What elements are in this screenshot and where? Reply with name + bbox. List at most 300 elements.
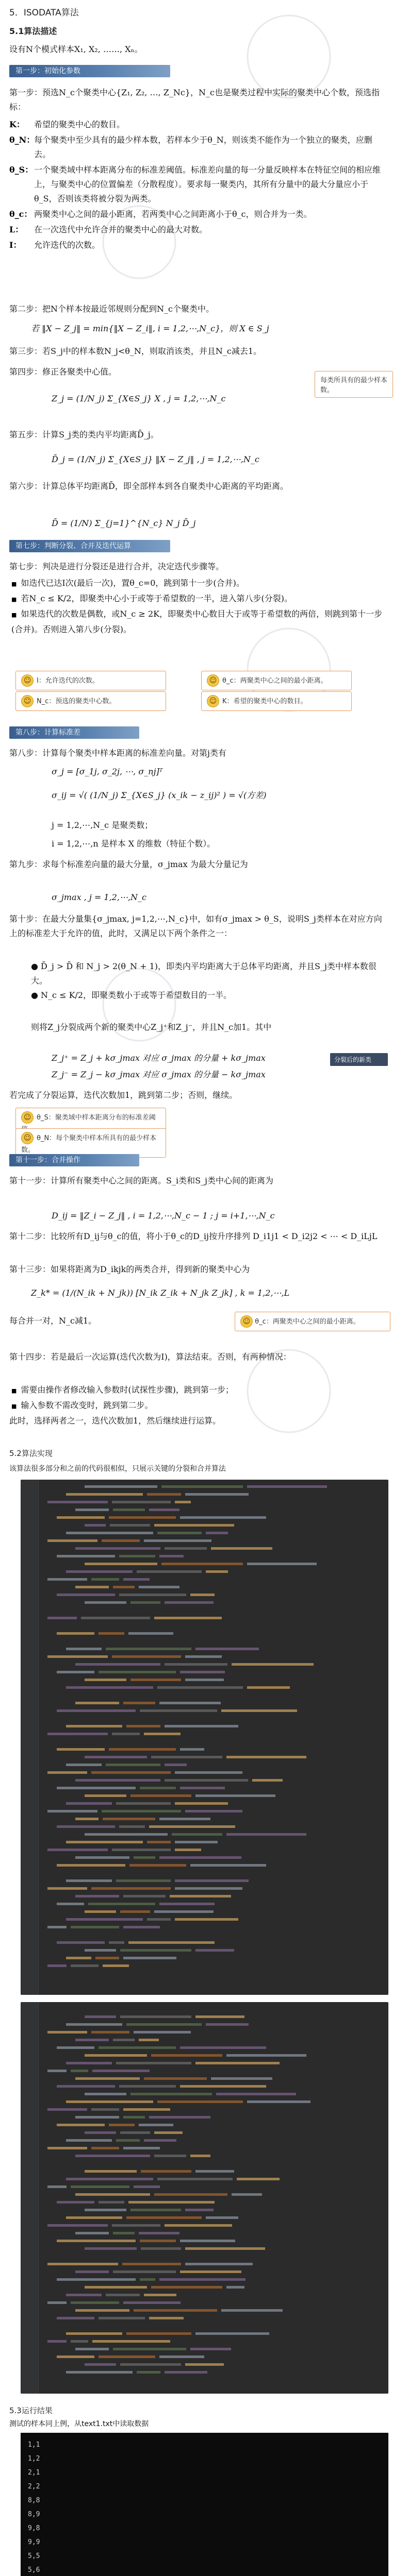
code-token (85, 1601, 126, 1604)
code-gutter (21, 2002, 39, 2394)
code-token (75, 1818, 99, 1820)
code-token (180, 2085, 266, 2088)
code-token (226, 2054, 306, 2057)
code-token (75, 2077, 140, 2080)
code-token (175, 1501, 191, 1503)
code-token (66, 2139, 112, 2142)
condition-item: ● N_c ≤ K/2，即聚类数小于或等于希望数目的一半。 (31, 990, 232, 1000)
code-line (42, 1970, 384, 1977)
code-token (85, 1756, 147, 1758)
code-token (91, 1887, 171, 1890)
param-item (9, 133, 381, 162)
code-token (126, 2332, 191, 2335)
code-line (42, 1761, 384, 1769)
bullet-item: ■ 若N_c ≤ K/2，即聚类中心小于或等于希望数的一半，进入第八步(分裂)。 (9, 591, 386, 607)
code-token (57, 2201, 94, 2204)
code-line (42, 1815, 384, 1823)
code-token (185, 1679, 224, 1681)
smiley-icon: ☺ (21, 695, 34, 707)
code-line (42, 1916, 384, 1923)
code-token (130, 1794, 191, 1797)
code-line (42, 2028, 384, 2036)
step8-idx1: j = 1,2,⋯,N_c 是聚类数； (52, 820, 153, 830)
code-line (42, 2144, 384, 2152)
param-symbol: θ_N： (9, 135, 35, 145)
code-token (216, 2093, 296, 2095)
code-token (157, 1532, 202, 1534)
code-line (42, 1954, 384, 1962)
code-token (154, 2131, 183, 2134)
param-symbol: θ_c： (9, 209, 32, 219)
code-line (42, 1514, 384, 1521)
step9-text: 第九步：求每个标准差向量的最大分量，σ_jmax 为最大分量记为 (9, 859, 248, 869)
code-token (195, 2332, 269, 2335)
code-token (221, 2309, 283, 2312)
code-token (140, 2240, 176, 2242)
code-line (42, 1784, 384, 1792)
code-line (42, 2175, 384, 2183)
code-token (120, 2015, 191, 2018)
code-line (42, 1877, 384, 1885)
code-token (170, 1895, 231, 1897)
code-token (66, 1764, 102, 1766)
code-token (149, 1509, 179, 1511)
code-token (109, 1748, 176, 1751)
code-line (42, 1490, 384, 1498)
code-line (42, 2222, 384, 2229)
code-token (47, 2185, 67, 2188)
code-line (42, 2167, 384, 2175)
code-line (42, 2345, 384, 2353)
section-5-3-desc: 测试的样本同上例，从text1.txt中读取数据 (9, 2420, 149, 2428)
code-line (42, 2005, 384, 2013)
code-token (140, 1709, 217, 1712)
code-token (195, 1794, 275, 1797)
code-token (116, 2139, 140, 2142)
input-line: 5,6 (28, 2566, 40, 2574)
code-token (116, 1879, 171, 1882)
code-token (123, 1895, 166, 1897)
step8-formula2: σ_ij = √( (1/N_j) Σ_{X∈S_j} (x_ik − z_ij)² ) = √(方差) (52, 790, 267, 800)
code-token (47, 1617, 77, 1619)
code-token (99, 1671, 176, 1673)
code-token (195, 2170, 234, 2173)
code-line (42, 2229, 384, 2237)
code-token (190, 1864, 266, 1867)
code-token (211, 2077, 272, 2080)
code-token (247, 1686, 290, 1689)
code-token (137, 2371, 160, 2374)
param-desc: 允许迭代的次数。 (34, 240, 101, 250)
code-token (66, 2100, 153, 2103)
condition-item: ● D̄_j > D̄ 和 N_j > 2(θ_N + 1)，即类内平均距离大于总体平均距离，并且S_j类中样本数很大。 (31, 961, 377, 986)
code-line (42, 2268, 384, 2276)
code-line (42, 2214, 384, 2222)
code-token (206, 2023, 249, 2026)
code-token (85, 2247, 137, 2250)
code-token (85, 2209, 126, 2211)
code-token (66, 1686, 153, 1689)
code-line (42, 2361, 384, 2368)
step12-text: 第十二步：比较所有D_ij与θ_c的值，将小于θ_c的D_ij按升序排列 D_i1j1 < D_i2j2 < ⋯ < D_iLjL (9, 1231, 378, 1241)
code-token (75, 2309, 129, 2312)
code-token (128, 1632, 173, 1635)
code-token (165, 1601, 214, 1604)
code-line (42, 2245, 384, 2252)
bullet-item: ■ 需要由操作者修改输入参数时(试探性步骤)，跳到第一步； (9, 1383, 386, 1398)
code-token (147, 1493, 181, 1496)
code-token (206, 2216, 238, 2219)
code-token (66, 2332, 122, 2335)
callout-text: θ_S：聚类域中样本距离分布的标准差阈 (37, 1114, 156, 1122)
code-token (109, 1516, 176, 1519)
code-token (128, 1941, 215, 1944)
code-token (116, 2062, 191, 2064)
code-token (57, 1903, 84, 1905)
code-token (159, 1555, 184, 1557)
code-token (147, 1918, 171, 1921)
input-line: 1,2 (28, 2455, 40, 2463)
code-token (165, 1779, 248, 1782)
code-lines-split (42, 1483, 384, 1977)
code-token (71, 2340, 88, 2343)
code-token (120, 2363, 181, 2366)
code-token (129, 1864, 186, 1867)
code-token (75, 2348, 109, 2350)
callout-text: N_c：预选的聚类中心数。 (37, 698, 116, 705)
param-list (9, 117, 381, 253)
code-token (66, 2178, 153, 2180)
code-line (42, 1769, 384, 1776)
code-token (180, 2270, 241, 2273)
code-token (140, 2278, 155, 2281)
code-token (99, 2355, 155, 2358)
code-token (113, 2270, 176, 2273)
code-token (88, 1903, 155, 1905)
step14-bullets (9, 1383, 386, 1414)
code-token (85, 2363, 116, 2366)
param-desc: 一个聚类域中样本距离分布的标准差阈值。标准差向量的每一分量反映样本在特征空间的相应维上，与聚类中心的位置偏差（分散程度）。要求每一聚类内，其所有分量中的最大分量应小于θ_S，否则该类将被分裂为两类。 (34, 165, 381, 204)
code-token (161, 1563, 243, 1565)
step13-end: 每合并一对，N_c减1。 (9, 1316, 97, 1326)
code-token (66, 1918, 143, 1921)
code-token (91, 2031, 129, 2033)
code-token (57, 2317, 94, 2319)
code-token (71, 1964, 99, 1967)
code-line (42, 2299, 384, 2307)
step8-text: 第八步：计算每个聚类中样本距离的标准差向量。对第j类有 (9, 748, 226, 758)
code-token (126, 2023, 202, 2026)
step14-end: 此时，选择两者之一，迭代次数加1，然后继续进行运算。 (9, 1416, 221, 1426)
code-token (75, 1509, 109, 1511)
code-token (151, 2054, 222, 2057)
code-token (92, 2340, 170, 2343)
code-token (116, 1802, 171, 1805)
code-token (66, 2062, 112, 2064)
callout-note (15, 691, 166, 711)
code-token (57, 1787, 136, 1789)
step11-text: 第十一步：计算所有聚类中心之间的距离。S_i类和S_j类中心间的距离为 (9, 1176, 274, 1185)
code-line (42, 2044, 384, 2052)
code-token (232, 1663, 314, 1666)
code-token (123, 2116, 145, 2119)
code-token (47, 1578, 87, 1581)
code-token (57, 2124, 105, 2126)
code-gutter (21, 1480, 39, 1995)
code-token (123, 1926, 160, 1928)
code-line (42, 2160, 384, 2167)
code-token (57, 1555, 115, 1557)
code-token (123, 1578, 150, 1581)
code-token (237, 2178, 280, 2180)
code-token (47, 1926, 67, 1928)
bar-step11: 第十一步：合并操作 (9, 1154, 139, 1166)
code-line (42, 2291, 384, 2299)
code-token (103, 1818, 155, 1820)
callouts-mid (15, 671, 387, 714)
code-line (42, 2152, 384, 2160)
code-token (130, 2209, 181, 2211)
code-token (91, 1578, 119, 1581)
smiley-icon: ☺ (240, 1315, 253, 1328)
code-token (57, 1709, 136, 1712)
code-token (157, 1686, 243, 1689)
step1-text: 第一步：预选N_c个聚类中心{Z₁, Z₂, …, Z_Nc}，N_c也是聚类过程中实际的聚类中心个数，预选指标： (9, 88, 380, 112)
callout-step13 (235, 1312, 390, 1331)
code-line (42, 2082, 384, 2090)
step4-formula: Z_j = (1/N_j) Σ_{X∈S_j} X , j = 1,2,⋯,N_c (52, 394, 226, 403)
code-token (151, 2286, 222, 2289)
code-token (161, 1485, 243, 1488)
code-line (42, 1560, 384, 1568)
code-token (149, 2116, 210, 2119)
code-token (57, 1671, 94, 1673)
code-token (185, 2209, 214, 2211)
code-line (42, 1545, 384, 1552)
code-token (66, 1802, 112, 1805)
code-line (42, 1506, 384, 1514)
code-line (42, 2237, 384, 2245)
code-line (42, 2036, 384, 2044)
code-token (226, 1833, 306, 1836)
code-token (99, 1632, 124, 1635)
code-token (102, 1810, 181, 1812)
code-line (42, 2090, 384, 2098)
code-token (175, 1879, 249, 1882)
callout-note (15, 1128, 166, 1158)
code-token (175, 1802, 228, 1805)
code-token (154, 2155, 186, 2157)
code-token (106, 1648, 191, 1650)
code-line (42, 2067, 384, 2075)
code-token (66, 1879, 112, 1882)
code-line (42, 1691, 384, 1699)
param-item (9, 207, 381, 222)
code-line (42, 1606, 384, 1614)
code-token (75, 1663, 160, 1666)
step7-text: 第七步：判决是进行分裂还是进行合并，决定迭代步骤等。 (9, 562, 224, 571)
code-token (47, 2147, 87, 2149)
smiley-icon: ☺ (207, 674, 219, 687)
code-token (85, 2054, 147, 2057)
step10-formula2: Z_j⁻ = Z_j − kσ_jmax 对应 σ_jmax 的分量 − kσ_jmax (52, 1070, 266, 1079)
code-line (42, 1823, 384, 1831)
code-token (47, 1655, 108, 1658)
param-item (9, 117, 381, 132)
input-line: 5,5 (28, 2552, 40, 2560)
param-symbol: I： (9, 240, 22, 250)
code-line (42, 1630, 384, 1637)
code-token (139, 1586, 179, 1588)
code-token (147, 1841, 171, 1843)
code-line (42, 2260, 384, 2268)
code-token (47, 2070, 67, 2072)
callout-note (201, 691, 352, 711)
code-token (71, 1926, 119, 1928)
code-token (149, 2317, 184, 2319)
code-token (159, 1856, 241, 1859)
code-line (42, 2129, 384, 2137)
code-token (110, 1524, 150, 1527)
bullet-item: ■ 如迭代已达I次(最后一次)，置θ_c=0，跳到第十一步(合并)。 (9, 576, 386, 591)
code-line (42, 1908, 384, 1916)
code-token (91, 2108, 119, 2111)
code-line (42, 1575, 384, 1583)
code-line (42, 1869, 384, 1877)
step2-rule: 若 ‖X − Z_j‖ = min{‖X − Z_i‖, i = 1,2,⋯,N_c}，则 X ∈ S_j (31, 324, 269, 333)
code-block-merge (21, 2002, 388, 2394)
code-token (154, 1524, 234, 1527)
code-token (57, 2046, 94, 2049)
code-token (180, 2046, 266, 2049)
bullet-item: ■ 输入参数不需改变时，跳到第二步。 (9, 1398, 386, 1414)
section-5-3-title: 5.3运行结果 (9, 2406, 53, 2415)
code-line (42, 1962, 384, 1970)
code-token (211, 1547, 272, 1550)
code-token (247, 1563, 317, 1565)
code-token (180, 1671, 225, 1673)
code-line (42, 2330, 384, 2337)
code-token (144, 2294, 176, 2296)
code-token (130, 1601, 160, 1604)
code-line (42, 1568, 384, 1575)
code-token (119, 1594, 186, 1596)
code-token (154, 2193, 227, 2196)
code-token (57, 1516, 105, 1519)
callout-text: I：允许迭代的次数。 (37, 677, 99, 685)
code-token (123, 2108, 170, 2111)
code-token (144, 1539, 211, 1542)
code-line (42, 1668, 384, 1676)
input-line: 1,1 (28, 2441, 40, 2449)
code-token (180, 1516, 266, 1519)
code-line (42, 1807, 384, 1815)
callout-step4: 每类所具有的最少样本数。 (315, 371, 393, 398)
code-token (57, 1748, 105, 1751)
callout-step13-text: θ_c：两聚类中心之间的最小距离。 (255, 1318, 360, 1326)
code-token (47, 2108, 87, 2111)
code-token (47, 1501, 108, 1503)
step10-conditions (31, 959, 387, 1003)
code-line (42, 1745, 384, 1753)
code-token (99, 2201, 124, 2204)
code-token (185, 1493, 249, 1496)
code-token (66, 2216, 122, 2219)
code-token (109, 1941, 124, 1944)
param-symbol: K： (9, 120, 25, 129)
code-line (42, 1931, 384, 1939)
code-line (42, 1738, 384, 1745)
code-token (47, 1810, 97, 1812)
step6-formula: D̄ = (1/N) Σ_{j=1}^{N_c} N_j D̄_j (52, 518, 196, 528)
code-token (195, 1648, 259, 1650)
code-token (123, 1957, 176, 1959)
code-token (175, 1918, 238, 1921)
code-token (151, 1756, 222, 1758)
code-line (42, 1923, 384, 1931)
code-token (75, 1702, 119, 1704)
input-line: 8,8 (28, 2497, 40, 2504)
code-token (57, 2085, 115, 2088)
code-token (159, 2278, 246, 2281)
code-token (175, 1849, 201, 1851)
code-line (42, 2322, 384, 2330)
bar-step8: 第八步：计算标准差 (9, 726, 139, 739)
code-line (42, 2021, 384, 2028)
code-token (180, 1787, 225, 1789)
code-token (75, 2193, 150, 2196)
step2-text: 第二步：把N个样本按最近邻规则分配到N_c个聚类中。 (9, 304, 214, 314)
input-file-view (21, 2433, 388, 2576)
code-token (102, 1539, 140, 1542)
code-token (165, 1663, 227, 1666)
code-line (42, 1776, 384, 1784)
code-token (75, 2270, 109, 2273)
code-token (85, 1485, 157, 1488)
code-line (42, 1637, 384, 1645)
code-token (159, 2355, 204, 2358)
code-token (99, 2046, 176, 2049)
code-token (112, 1733, 140, 1735)
param-desc: 每个聚类中至少具有的最少样本数，若样本少于θ_N，则该类不能作为一个独立的聚类，应删去。 (34, 135, 372, 159)
code-line (42, 2314, 384, 2322)
code-line (42, 1846, 384, 1854)
input-line: 9,8 (28, 2524, 40, 2532)
code-token (66, 2294, 102, 2296)
code-token (85, 1679, 126, 1681)
code-token (226, 2286, 244, 2289)
code-token (139, 2232, 179, 2234)
code-line (42, 1722, 384, 1730)
section-5-2-title: 5.2算法实现 (9, 1449, 53, 1458)
code-line (42, 1591, 384, 1599)
code-token (134, 2031, 191, 2033)
smiley-icon: ☺ (21, 1111, 34, 1124)
smiley-icon: ☺ (207, 695, 219, 707)
code-token (140, 1787, 176, 1789)
intro-text: 设有N个模式样本X₁, X₂, ……, Xₙ。 (9, 44, 143, 54)
step5-text: 第五步：计算S_j类的类内平均距离D̄_j。 (9, 430, 159, 439)
code-token (130, 2093, 212, 2095)
code-token (112, 1655, 181, 1658)
code-token (165, 1764, 187, 1766)
input-line: 8,9 (28, 2511, 40, 2518)
code-token (149, 1825, 235, 1828)
code-line (42, 1645, 384, 1653)
code-line (42, 1946, 384, 1954)
code-token (159, 1702, 221, 1704)
code-token (106, 2294, 140, 2296)
